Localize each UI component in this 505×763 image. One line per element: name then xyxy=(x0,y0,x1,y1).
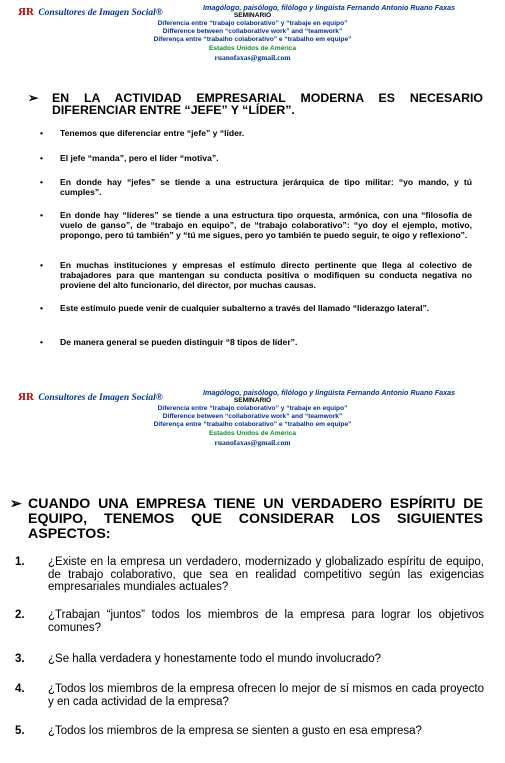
list-item xyxy=(40,210,472,240)
bullet-icon: • xyxy=(40,153,44,163)
list-item-text: En donde hay “líderes” se tiende a una estructura tipo orquesta, armónica, con una “filosofía de vuelo de ganso”, de “trabajo en equipo”, de “trabajo colaborativo”: “yo doy el ejemplo, motivo, propongo, pero tú también” y “tú me sigues, pero yo también te puedo seguir, te oigo y reflexiono”. xyxy=(60,210,472,240)
title-english: Difference between “collaborative work” and “teamwork” xyxy=(162,28,343,35)
author-line: Imagólogo, paisólogo, filólogo y lingüista Fernando Antonio Ruano Faxas xyxy=(203,3,456,12)
list-item-text: ¿Todos los miembros de la empresa se sienten a gusto en esa empresa? xyxy=(48,725,422,737)
country-label: Estados Unidos de América xyxy=(209,45,296,52)
title-spanish: Diferencia entre “trabajo colaborativo” y “trabaje en equipo” xyxy=(157,20,348,27)
list-item xyxy=(15,725,484,738)
logo-mark: ЯR xyxy=(18,6,34,18)
list-item-text: ¿Se halla verdadera y honestamente todo el mundo involucrado? xyxy=(48,653,382,665)
logo-text: Consultores de Imagen Social® xyxy=(38,8,163,18)
list-item-text: Tenemos que diferenciar entre “jefe” y “líder. xyxy=(60,128,245,138)
list-item-text: Este estímulo puede venir de cualquier subalterno a través del llamado “liderazgo lateral”. xyxy=(60,303,430,313)
list-item xyxy=(40,303,472,313)
list-item-text: ¿Trabajan “juntos” todos los miembros de la empresa para lograr los objetivos comunes? xyxy=(48,609,484,634)
email-link[interactable]: ruanofaxas@gmail.com xyxy=(214,438,291,447)
item-number: 2. xyxy=(15,609,25,621)
list-item-text: ¿Todos los miembros de la empresa ofrecen lo mejor de sí mismos en cada proyecto y en cada actividad de la empresa? xyxy=(48,683,484,708)
list-item-text: El jefe “manda”, pero el líder “motiva”. xyxy=(60,153,219,163)
country-label: Estados Unidos de América xyxy=(209,430,296,437)
section-heading xyxy=(28,92,483,116)
title-spanish: Diferencia entre “trabajo colaborativo” y “trabaje en equipo” xyxy=(157,405,348,412)
list-item xyxy=(40,177,472,197)
seminar-label: SEMINARIO xyxy=(233,397,272,404)
heading-text: CUANDO UNA EMPRESA TIENE UN VERDADERO ESPÍRITU DE EQUIPO, TENEMOS QUE CONSIDERAR LOS SIGUIENTES ASPECTOS: xyxy=(28,496,483,542)
list-item-text: ¿Existe en la empresa un verdadero, modernizado y globalizado espíritu de equipo, de trabajo colaborativo, que sea en realidad competitivo según las exigencias empresariales mundiales actuales? xyxy=(48,556,484,593)
list-item xyxy=(40,128,472,138)
title-portuguese: Diferença entre “trabalho colaborativo” e “trabalho em equipe” xyxy=(153,36,352,43)
section-heading xyxy=(10,496,483,542)
email-link[interactable]: ruanofaxas@gmail.com xyxy=(214,53,291,62)
list-item xyxy=(15,683,484,708)
list-item xyxy=(40,337,472,347)
slide-1 xyxy=(0,0,505,372)
bullet-icon: • xyxy=(40,303,44,313)
slide-2 xyxy=(0,385,505,763)
arrow-bullet-icon: ➢ xyxy=(10,496,22,512)
list-item-text: En donde hay “jefes” se tiende a una estructura jerárquica de tipo militar: “yo mando, y tú cumples”. xyxy=(60,177,472,197)
item-number: 5. xyxy=(15,725,25,737)
list-item xyxy=(15,653,484,666)
bullet-icon: • xyxy=(40,177,44,187)
logo-mark: ЯR xyxy=(18,391,34,403)
item-number: 3. xyxy=(15,653,25,665)
item-number: 1. xyxy=(15,556,25,568)
list-item xyxy=(40,153,472,163)
list-item-text: En muchas instituciones y empresas el estímulo directo pertinente que llega al colectivo de trabajadores para que mantengan su conducta positiva o modifiquen su conducta negativa no proviene del alto funcionario, del director, por muchas causas. xyxy=(60,260,472,290)
bullet-icon: • xyxy=(40,128,44,138)
bullet-icon: • xyxy=(40,260,44,270)
arrow-bullet-icon: ➢ xyxy=(28,91,39,105)
bullet-icon: • xyxy=(40,210,44,220)
title-portuguese: Diferença entre “trabalho colaborativo” e “trabalho em equipe” xyxy=(153,421,352,428)
logo-text: Consultores de Imagen Social® xyxy=(38,393,163,403)
list-item xyxy=(15,609,484,634)
author-line: Imagólogo, paisólogo, filólogo y lingüista Fernando Antonio Ruano Faxas xyxy=(203,388,456,397)
list-item xyxy=(15,556,484,594)
title-english: Difference between “collaborative work” and “teamwork” xyxy=(162,413,343,420)
seminar-label: SEMINARIO xyxy=(233,12,272,19)
slide-header xyxy=(0,0,505,72)
bullet-icon: • xyxy=(40,337,44,347)
list-item xyxy=(40,260,472,290)
list-item-text: De manera general se pueden distinguir “8 tipos de líder”. xyxy=(60,337,298,347)
slide-header xyxy=(0,385,505,457)
item-number: 4. xyxy=(15,683,25,695)
heading-text: EN LA ACTIVIDAD EMPRESARIAL MODERNA ES NECESARIO DIFERENCIAR ENTRE “JEFE” Y “LÍDER”. xyxy=(52,91,483,117)
